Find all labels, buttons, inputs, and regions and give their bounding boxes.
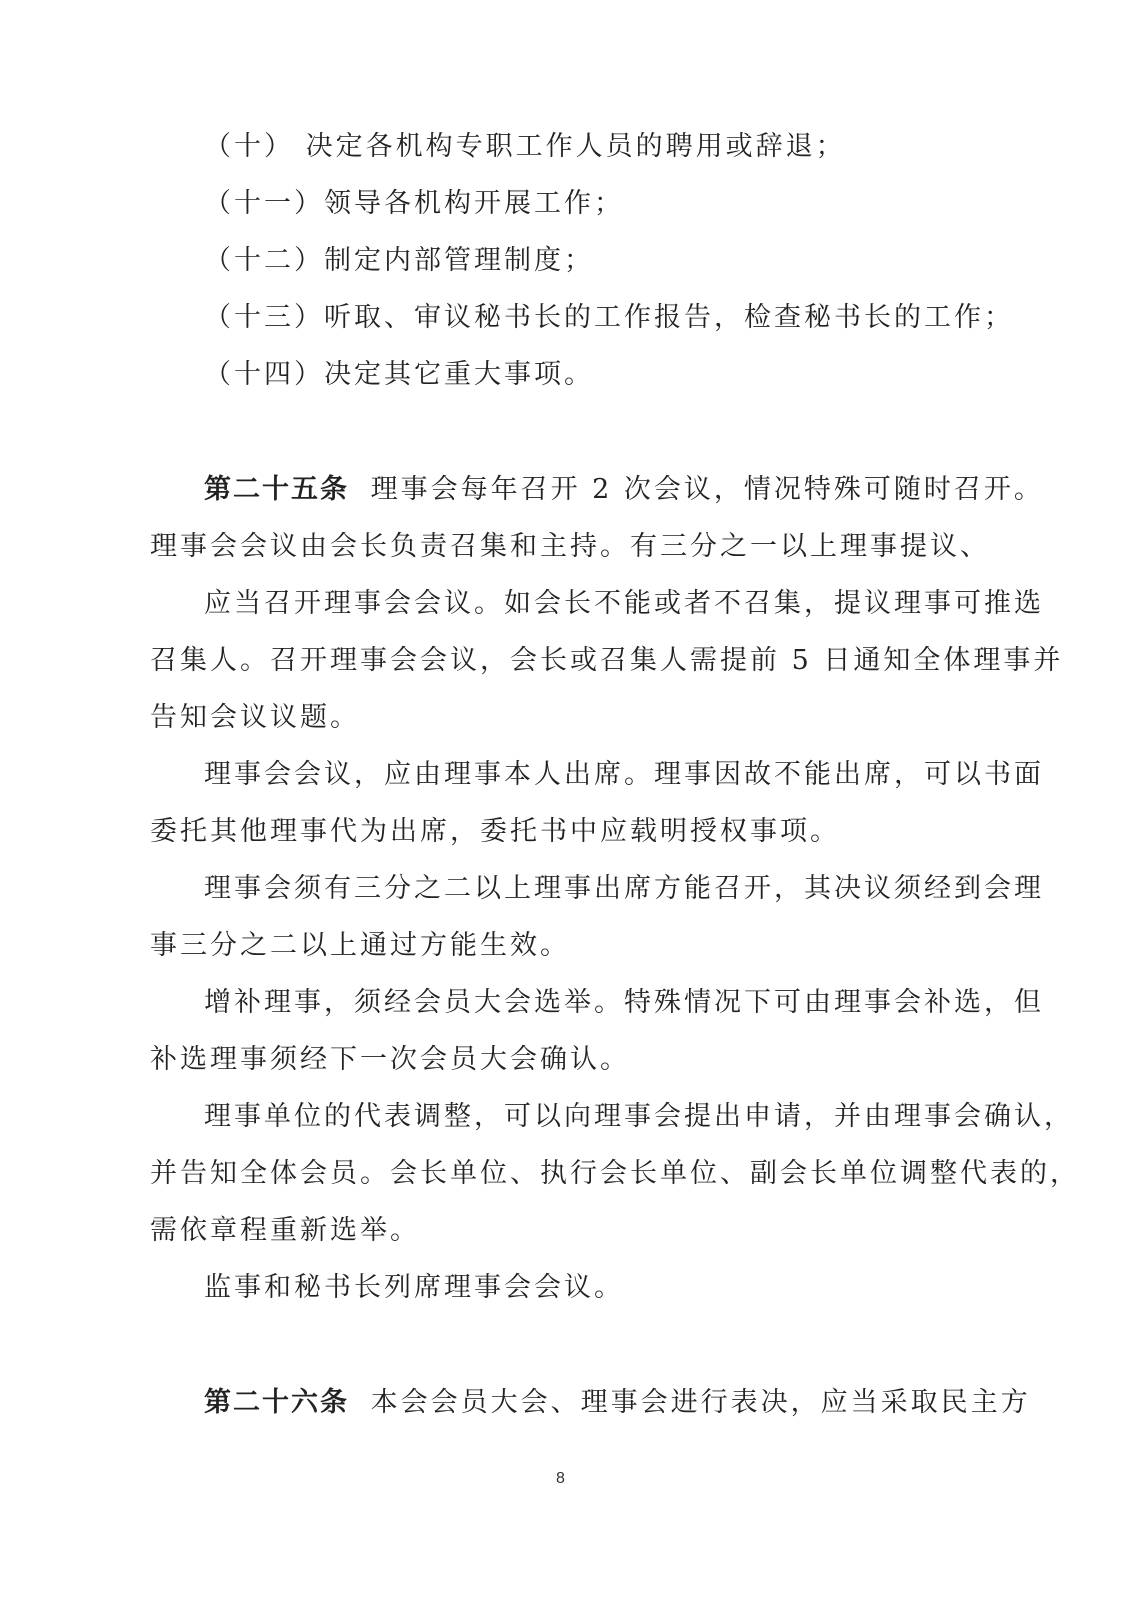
- article-25-heading: 第二十五条: [204, 474, 349, 505]
- article-26-first-line: [204, 1386, 1031, 1420]
- paragraph-line: 理事会会议，应由理事本人出席。理事因故不能出席，可以书面: [204, 759, 1044, 790]
- list-item-10: （十） 决定各机构专职工作人员的聘用或辞退；: [204, 131, 846, 162]
- article-25-text: 理事会每年召开 2 次会议，情况特殊可随时召开。: [370, 474, 1044, 505]
- paragraph-line: 告知会议议题。: [150, 702, 360, 733]
- paragraph-line: 事三分之二以上通过方能生效。: [150, 930, 570, 961]
- paragraph-line: 委托其他理事代为出席，委托书中应载明授权事项。: [150, 816, 840, 847]
- list-item-13: （十三）听取、审议秘书长的工作报告，检查秘书长的工作；: [204, 302, 1014, 333]
- paragraph-line: 理事会须有三分之二以上理事出席方能召开，其决议须经到会理: [204, 873, 1044, 904]
- page-number: 8: [556, 1470, 565, 1487]
- list-item-11: （十一）领导各机构开展工作；: [204, 188, 624, 219]
- article-26-heading: 第二十六条: [204, 1387, 349, 1418]
- paragraph-line: 召集人。召开理事会会议，会长或召集人需提前 5 日通知全体理事并: [150, 645, 1064, 676]
- paragraph-line: 理事会会议由会长负责召集和主持。有三分之一以上理事提议、: [150, 531, 990, 562]
- list-item-12: （十二）制定内部管理制度；: [204, 245, 594, 276]
- paragraph-line: 并告知全体会员。会长单位、执行会长单位、副会长单位调整代表的，: [150, 1158, 1080, 1189]
- paragraph-line: 应当召开理事会会议。如会长不能或者不召集，提议理事可推选: [204, 588, 1044, 619]
- paragraph-line: 理事单位的代表调整，可以向理事会提出申请，并由理事会确认，: [204, 1101, 1074, 1132]
- paragraph-line: 增补理事，须经会员大会选举。特殊情况下可由理事会补选，但: [204, 987, 1044, 1018]
- paragraph-line: 需依章程重新选举。: [150, 1215, 420, 1246]
- paragraph-line: 监事和秘书长列席理事会会议。: [204, 1272, 624, 1303]
- article-25-first-line: [204, 473, 1044, 507]
- article-26-text: 本会会员大会、理事会进行表决，应当采取民主方: [370, 1387, 1031, 1418]
- list-item-14: （十四）决定其它重大事项。: [204, 359, 594, 390]
- paragraph-line: 补选理事须经下一次会员大会确认。: [150, 1044, 630, 1075]
